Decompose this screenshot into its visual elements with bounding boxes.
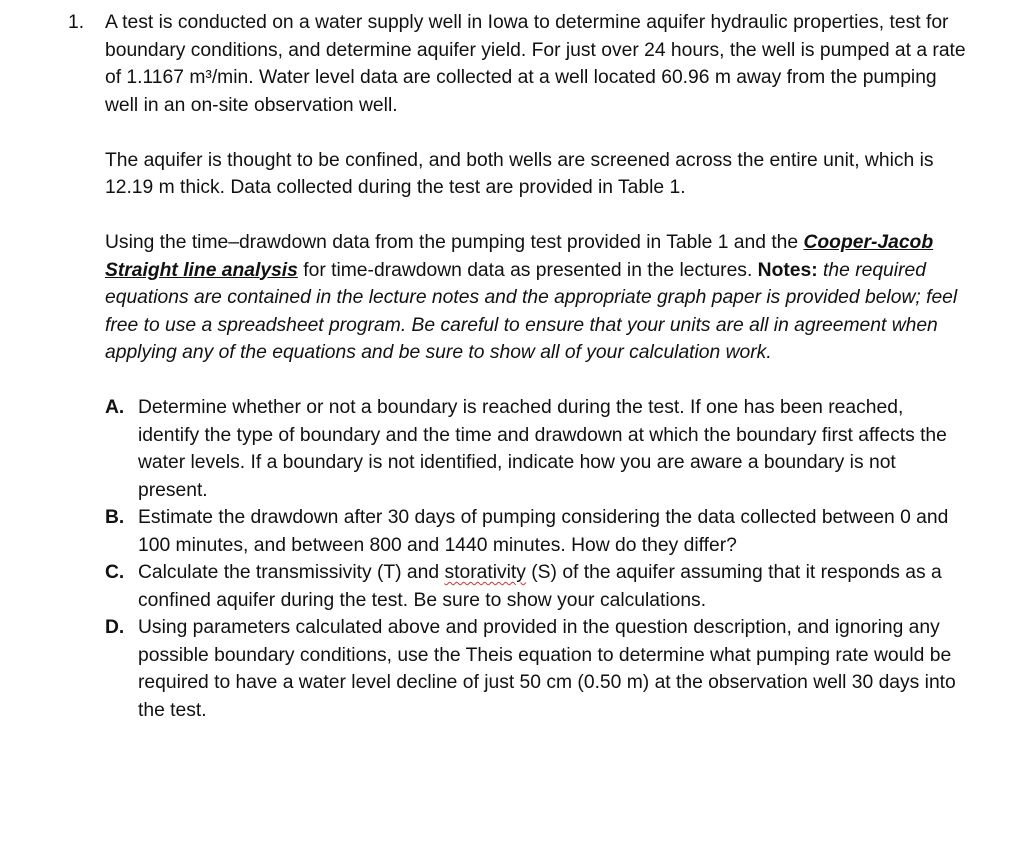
intro-paragraph: A test is conducted on a water supply well in Iowa to determine aquifer hydraulic properties, test for boundary conditions, and determine aquifer yield. For just over 24 hours, the well is pumped at a rate of 1.1167 m³/min. Water level data are collected at a well located 60.96 m away from the pumping well in an on-site observation well.: [105, 12, 966, 116]
part-d-text: Using parameters calculated above and provided in the question description, and ignoring any possible boundary conditions, use the Theis equation to determine what pumping rate would be required to have a water level decline of just 50 cm (0.50 m) at the observation well 30 days into the test.: [138, 617, 956, 721]
part-b-text: Estimate the drawdown after 30 days of pumping considering the data collected between 0 and 100 minutes, and between 800 and 1440 minutes. How do they differ?: [138, 507, 949, 556]
method-tail: for time-drawdown data as presented in the lectures.: [297, 259, 758, 281]
question-body: [105, 9, 968, 724]
method-lead: Using the time–drawdown data from the pumping test provided in Table 1 and the: [105, 232, 804, 253]
part-c: [105, 559, 968, 614]
part-b-letter: B.: [105, 507, 125, 528]
part-d-letter: D.: [105, 617, 125, 638]
part-c-text-before: Calculate the transmissivity (T) and: [138, 562, 445, 583]
question-number: 1.: [68, 12, 85, 33]
method-paragraph: [105, 229, 968, 367]
part-a-text: Determine whether or not a boundary is reached during the test. If one has been reached, identify the type of boundary and the time and drawdown at which the boundary first affects the water levels. If a boundary is not identified, indicate how you are aware a boundary is not present.: [138, 397, 947, 501]
part-c-text-after: (S) of the aquifer assuming that it responds as a confined aquifer during the test. Be sure to show your calculations.: [138, 562, 942, 611]
question-parts-list: [105, 394, 968, 724]
aquifer-paragraph: The aquifer is thought to be confined, and both wells are screened across the entire unit, which is 12.19 m thick. Data collected during the test are provided in Table 1.: [105, 149, 934, 198]
part-a: [105, 394, 968, 504]
part-a-letter: A.: [105, 397, 125, 418]
notes-label: Notes:: [757, 259, 818, 281]
part-d: [105, 614, 968, 724]
part-b: [105, 504, 968, 559]
question-1: [68, 9, 968, 724]
cooper-jacob-link[interactable]: Cooper-Jacob Straight line analysis: [105, 232, 934, 281]
spellcheck-flagged-word[interactable]: storativity: [444, 562, 526, 583]
notes-text: the required equations are contained in the lecture notes and the appropriate graph paper is provided below; feel free to use a spreadsheet program. Be careful to ensure that your units are all in agreement when applying any of the equations and be sure to show all of your calculation work.: [105, 259, 958, 363]
part-c-letter: C.: [105, 562, 125, 583]
